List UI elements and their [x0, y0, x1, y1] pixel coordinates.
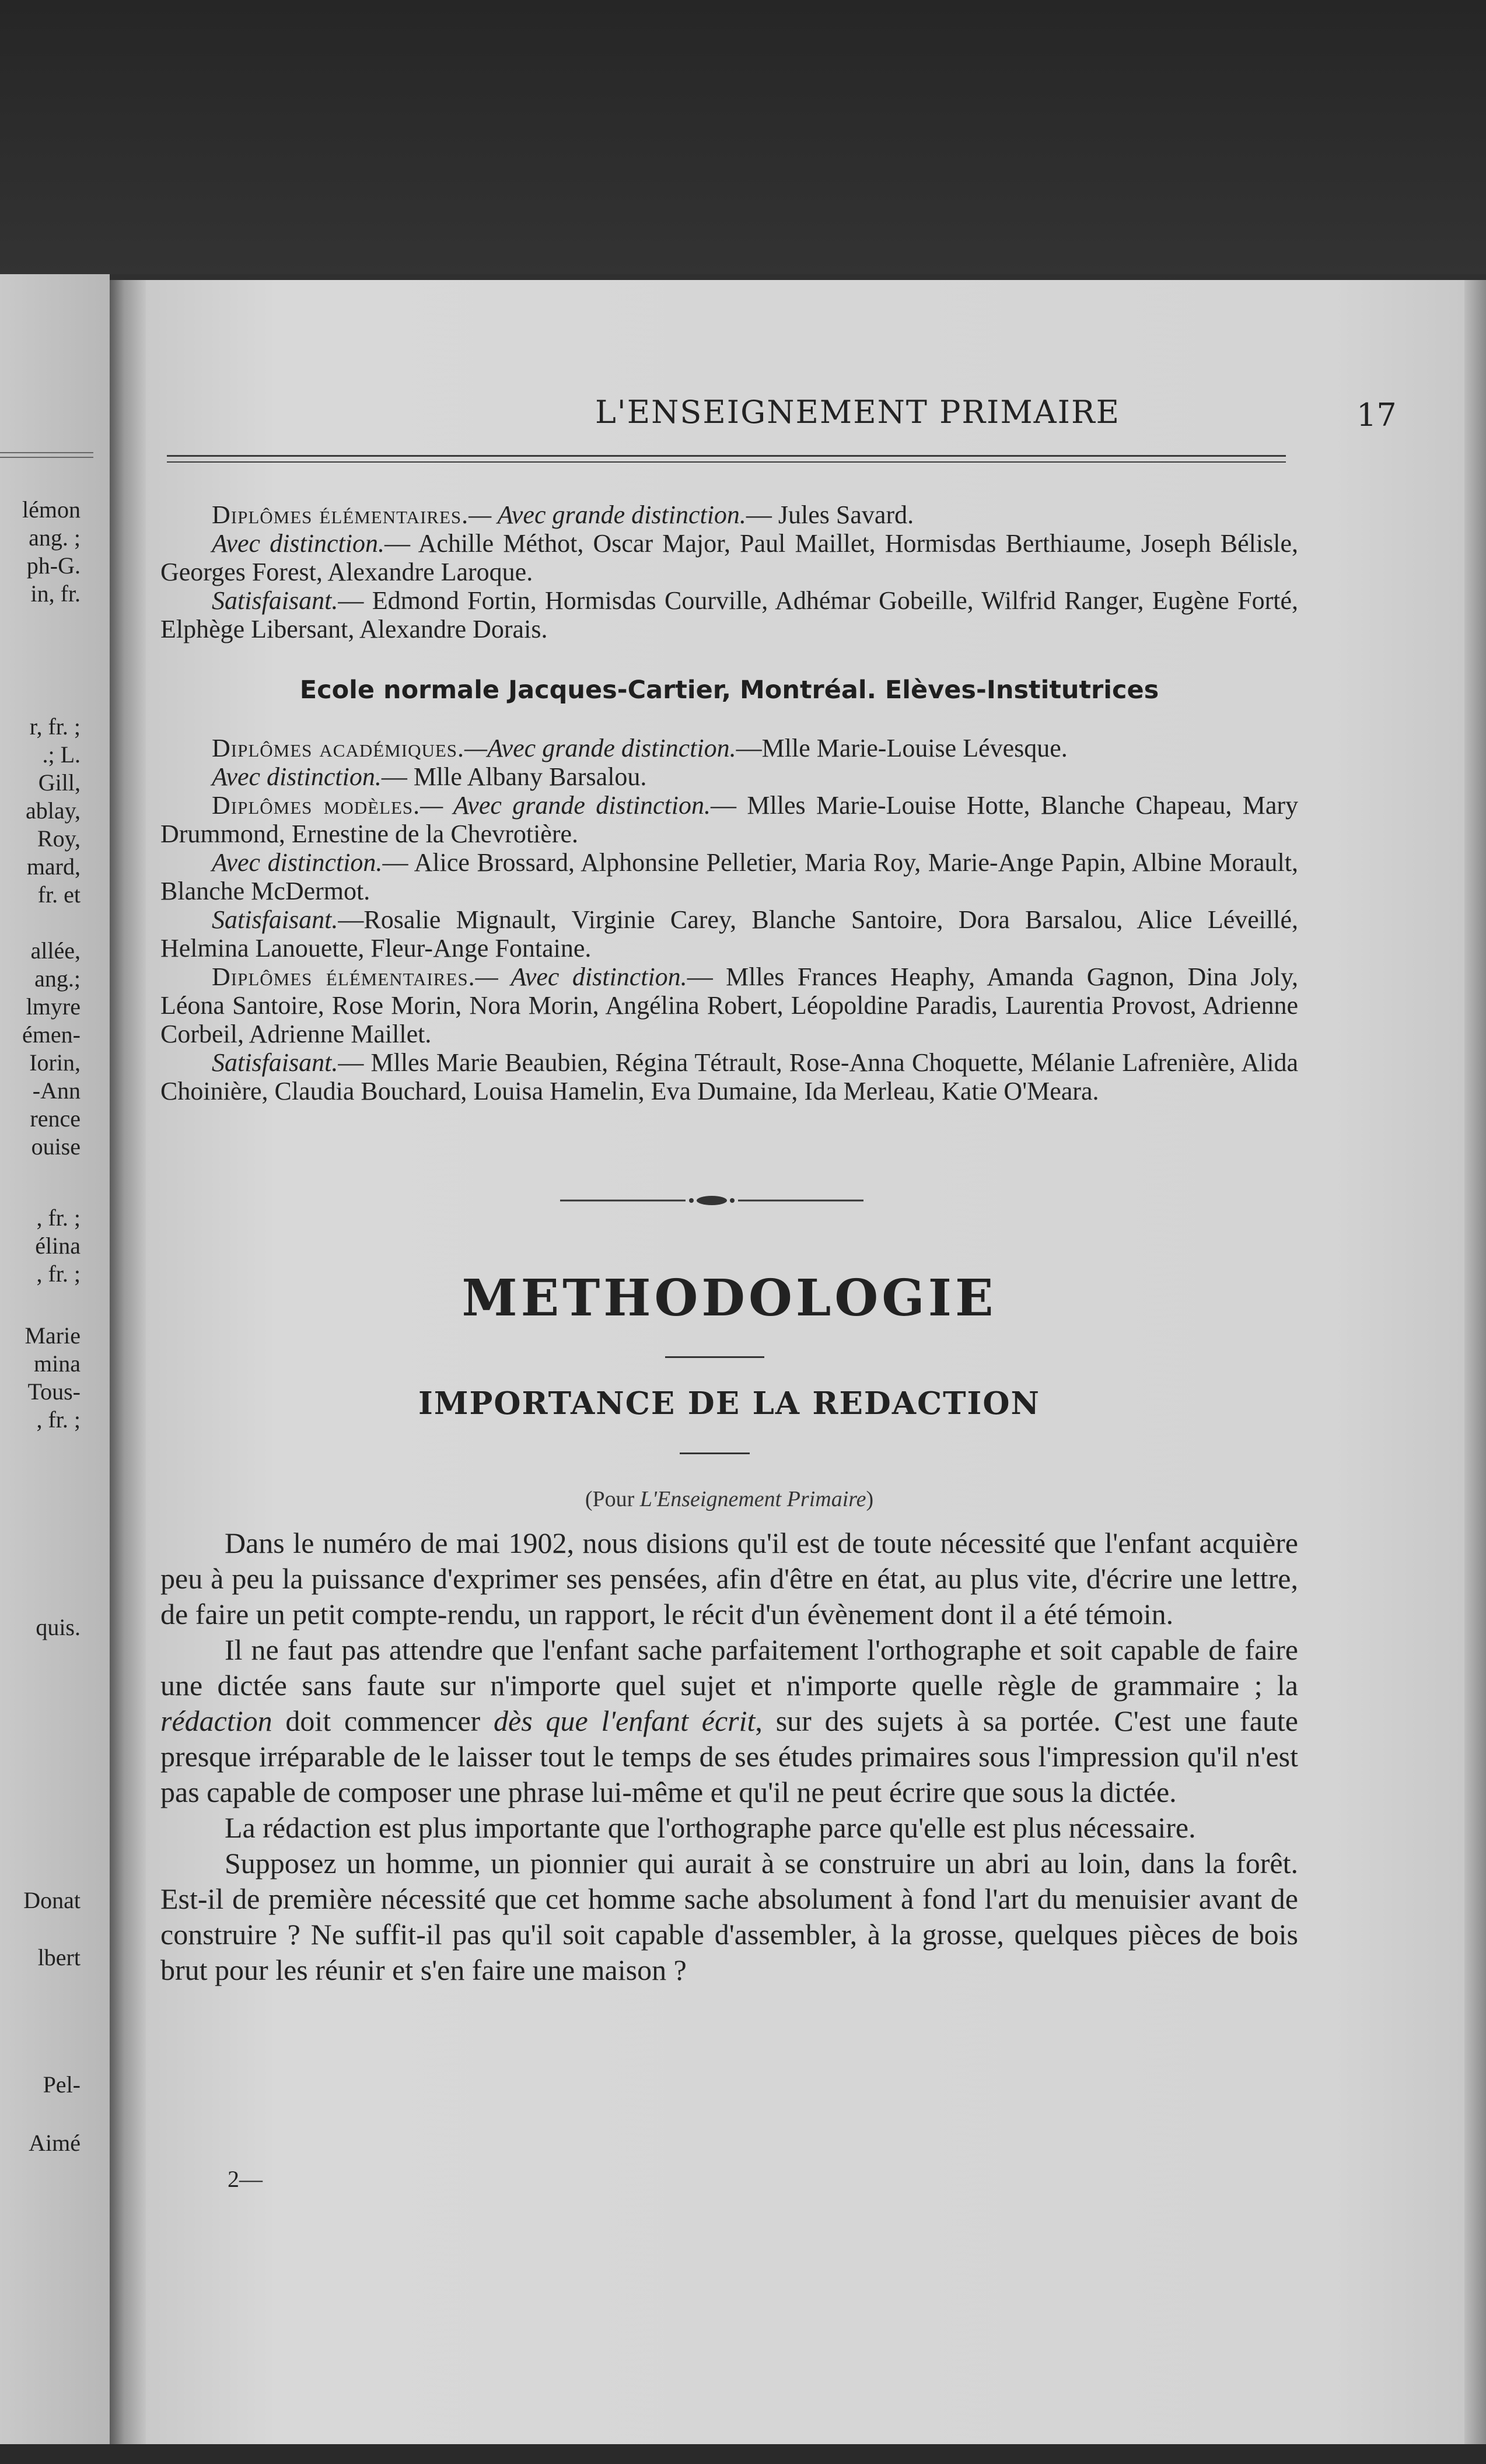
left-fragment: .; L.: [42, 741, 81, 768]
header-rule: [167, 455, 1286, 463]
results-line: Satisfaisant.— Mlles Marie Beaubien, Régina Tétrault, Rose-Anna Choquette, Mélanie Lafrenière, Alida Choinière, Claudia Bouchard, Louisa Hamelin, Eva Dumaine, Ida Merleau, Katie O'Meara.: [160, 1048, 1298, 1105]
results-line: Avec distinction.— Alice Brossard, Alphonsine Pelletier, Maria Roy, Marie-Ange Papin, Albine Morault, Blanche McDermot.: [160, 848, 1299, 905]
results-line: Avec distinction.— Mlle Albany Barsalou.: [212, 762, 647, 791]
left-fragment: mard,: [26, 853, 81, 880]
school-heading: Ecole normale Jacques-Cartier, Montréal. Elèves-Institutrices: [299, 676, 1159, 705]
left-fragment: , fr. ;: [36, 1406, 81, 1433]
left-fragment: Gill,: [38, 769, 81, 796]
left-fragment: , fr. ;: [36, 1261, 81, 1287]
results-section-2: [160, 734, 1298, 1105]
left-fragment: lbert: [37, 1944, 81, 1971]
page-edge-right: [1464, 280, 1486, 2456]
results-line: Satisfaisant.—Rosalie Mignault, Virginie Carey, Blanche Santoire, Dora Barsalou, Alice Léveillé, Helmina Lanouette, Fleur-Ange Fontaine.: [160, 905, 1298, 963]
results-line: Diplômes élémentaires.— Avec grande distinction.— Jules Savard.: [212, 501, 914, 529]
left-fragment: lémon: [22, 496, 81, 523]
left-fragment: Tous-: [27, 1378, 81, 1405]
left-fragment: Aimé: [29, 2130, 81, 2156]
left-fragment: élina: [35, 1233, 81, 1259]
results-line: Diplômes académiques.—Avec grande distinction.—Mlle Marie-Louise Lévesque.: [212, 734, 1068, 762]
left-fragment: Marie: [25, 1322, 81, 1349]
left-fragment: in, fr.: [30, 580, 81, 607]
left-fragment: -Ann: [32, 1077, 81, 1104]
left-fragment: mina: [34, 1350, 81, 1377]
left-fragment: Pel-: [43, 2071, 81, 2098]
results-line: Satisfaisant.— Edmond Fortin, Hormisdas Courville, Adhémar Gobeille, Wilfrid Ranger, Eugène Forté, Elphège Libersant, Alexandre Dorais.: [160, 586, 1298, 643]
page-number: 17: [1356, 397, 1397, 433]
left-fragment: Donat: [23, 1887, 81, 1913]
left-fragment: ang.;: [34, 965, 81, 992]
page: [146, 280, 1464, 2456]
paragraph: Supposez un homme, un pionnier qui aurait à se construire un abri au loin, dans la forêt. Est-il de première nécessité que cet homme sache absolument à fond l'art du menuisier avant de construire ? Ne suffit-il pas qu'il soit capable d'assembler, à la grosse, quelques pièces de bois brut pour les réunir et s'en faire une maison ?: [160, 1847, 1298, 1986]
left-fragment: ablay,: [25, 797, 81, 824]
article-title: METHODOLOGIE: [461, 1269, 997, 1328]
results-section-1: [160, 501, 1298, 643]
left-fragment: ang. ;: [29, 524, 81, 551]
title-rule: [665, 1356, 764, 1358]
article-source: (Pour L'Enseignement Primaire): [585, 1487, 874, 1511]
left-fragment: quis.: [36, 1614, 81, 1640]
left-neighbour-page: [0, 274, 110, 2444]
article-subtitle: IMPORTANCE DE LA REDACTION: [418, 1385, 1040, 1422]
paragraph: Il ne faut pas attendre que l'enfant sache parfaitement l'orthographe et soit capable de faire une dictée sans faute sur n'importe quel sujet et n'importe quelle règle de grammaire ; la rédaction doit commencer dès que l'enfant écrit, sur des sujets à sa portée. C'est une faute presque irréparable de le laisser tout le temps de ses études primaires sous l'impression qu'il n'est pas capable de composer une phrase lui-même et qu'il ne peut écrire que sous la dictée.: [160, 1633, 1298, 1808]
results-line: Avec distinction.— Achille Méthot, Oscar Major, Paul Maillet, Hormisdas Berthiaume, Joseph Bélisle, Georges Forest, Alexandre Laroque.: [160, 529, 1299, 586]
results-line: Diplômes élémentaires.— Avec distinction.— Mlles Frances Heaphy, Amanda Gagnon, Dina Joly, Léona Santoire, Rose Morin, Nora Morin, Angélina Robert, Léopoldine Paradis, Laurentia Provost, Adrienne Corbeil, Adrienne Maillet.: [160, 963, 1298, 1048]
left-fragment: émen-: [22, 1021, 81, 1048]
scan-background-top: [0, 0, 1486, 274]
left-fragment: rence: [30, 1105, 81, 1132]
signature-mark: 2—: [228, 2166, 263, 2192]
left-page-rule: [0, 452, 93, 458]
left-fragment: lmyre: [26, 993, 81, 1020]
left-fragment: , fr. ;: [36, 1205, 81, 1231]
subtitle-rule: [680, 1452, 750, 1454]
scan-background-bottom: [0, 2444, 1486, 2464]
left-fragment: ph-G.: [26, 552, 81, 579]
left-fragment: fr. et: [37, 881, 81, 908]
left-fragment: r, fr. ;: [29, 713, 81, 740]
left-fragment: allée,: [30, 937, 81, 964]
left-fragment: Iorin,: [29, 1049, 81, 1076]
paragraph: La rédaction est plus importante que l'orthographe parce qu'elle est plus nécessaire.: [225, 1811, 1196, 1844]
running-title: L'ENSEIGNEMENT PRIMAIRE: [595, 394, 1121, 430]
left-fragment: ouise: [31, 1133, 81, 1160]
article-body: [160, 1525, 1298, 1988]
ornament-divider: [560, 1195, 863, 1206]
paragraph: Dans le numéro de mai 1902, nous disions qu'il est de toute nécessité que l'enfant acquière peu à peu la puissance d'exprimer ses pensées, afin d'être en état, au plus vite, d'écrire une lettre, de faire un petit compte-rendu, un rapport, le récit d'un évènement dont il a été témoin.: [160, 1527, 1298, 1630]
results-line: Diplômes modèles.— Avec grande distinction.— Mlles Marie-Louise Hotte, Blanche Chapeau, Mary Drummond, Ernestine de la Chevrotière.: [160, 791, 1299, 848]
left-fragment: Roy,: [37, 825, 81, 852]
book-gutter: [110, 280, 146, 2456]
